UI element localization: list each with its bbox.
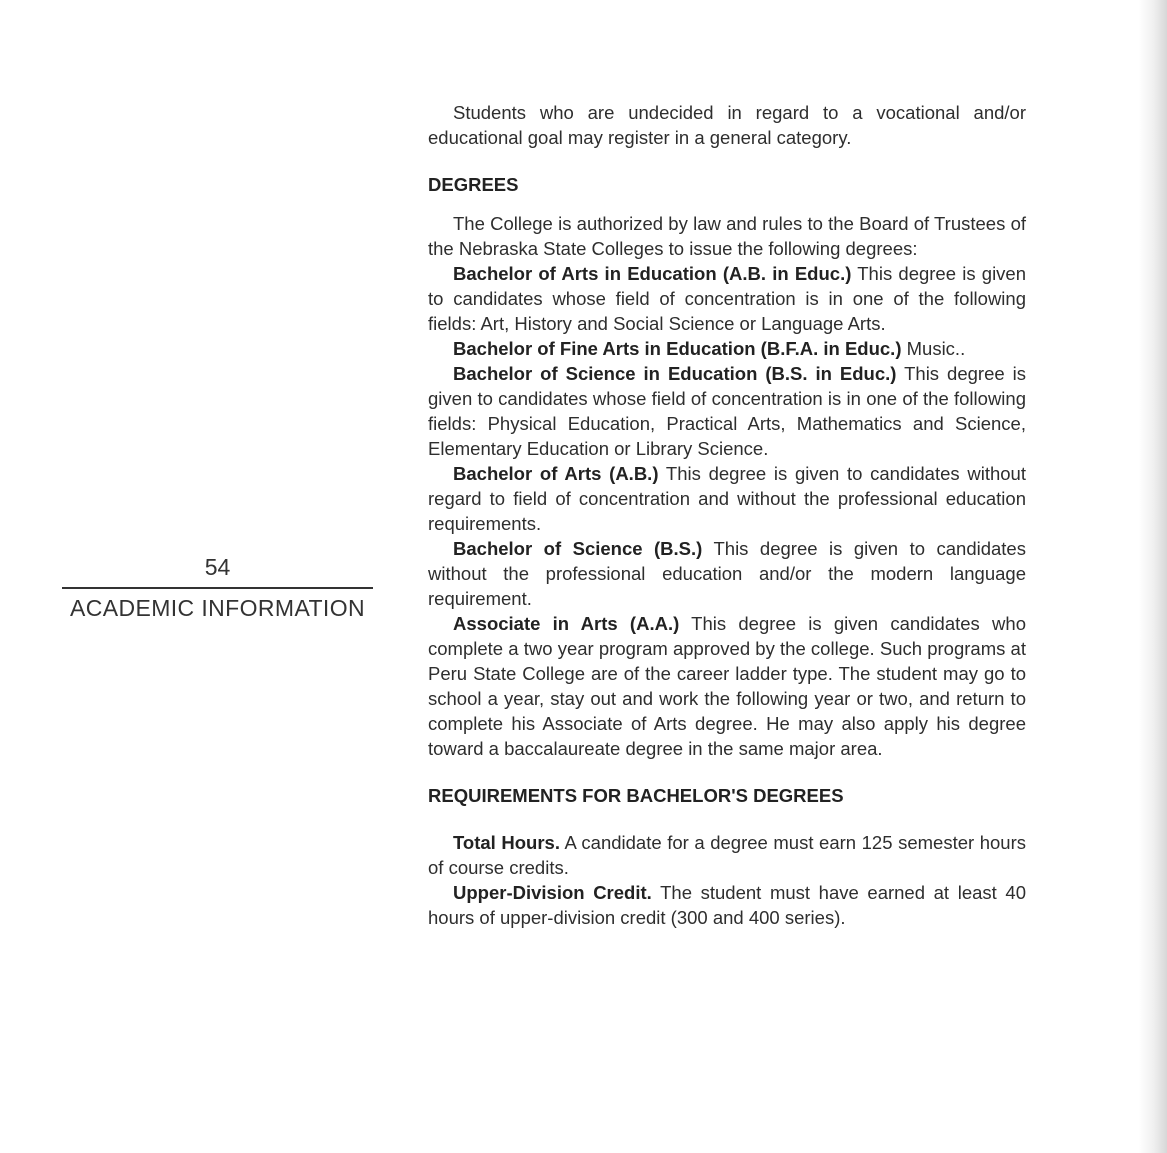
degree-description: This degree is given to candidates whose field of concentration is in one of the following fields: Art, History and Social Science or Language Arts. [428, 263, 1027, 334]
page-number: 54 [204, 554, 231, 580]
degree-bfa-educ [428, 336, 1026, 361]
requirement-term: Total Hours. [453, 832, 560, 853]
sidebar [62, 552, 373, 622]
requirement-description: The student must have earned at least 40 hours of upper-division credit (300 and 400 series). [428, 882, 1026, 928]
degree-ab [428, 461, 1026, 536]
degree-bs [428, 536, 1026, 611]
degree-description: This degree is given to candidates whose field of concentration is in one of the following fields: Physical Education, Practical Arts, Mathematics and Science, Elementary Education or Library Science. [428, 363, 1026, 459]
degrees-heading: DEGREES [428, 174, 519, 195]
degree-ab-educ [428, 261, 1026, 336]
degree-description: Music.. [906, 338, 966, 359]
degree-description: This degree is given to candidates without regard to field of concentration and without the professional education requirements. [428, 463, 1026, 534]
degrees-intro: The College is authorized by law and rules to the Board of Trustees of the Nebraska State Colleges to issue the following degrees: [428, 213, 1026, 259]
requirement-total-hours [428, 830, 1026, 880]
requirement-upper-division [428, 880, 1026, 930]
degree-term: Bachelor of Science in Education (B.S. in Educ.) [453, 363, 897, 384]
requirements-heading: REQUIREMENTS FOR BACHELOR'S DEGREES [428, 785, 844, 806]
degree-term: Bachelor of Fine Arts in Education (B.F.A. in Educ.) [453, 338, 902, 359]
section-label: ACADEMIC INFORMATION [69, 595, 366, 621]
page-edge-shadow [1139, 0, 1167, 1153]
degree-term: Bachelor of Arts in Education (A.B. in Educ.) [453, 263, 852, 284]
requirement-description: A candidate for a degree must earn 125 semester hours of course credits. [428, 832, 1026, 878]
degree-aa [428, 611, 1026, 761]
intro-paragraph: Students who are undecided in regard to a vocational and/or educational goal may register in a general category. [428, 102, 1026, 148]
degree-bs-educ [428, 361, 1026, 461]
degree-term: Bachelor of Arts (A.B.) [453, 463, 659, 484]
main-text [428, 100, 1026, 930]
degree-term: Bachelor of Science (B.S.) [453, 538, 703, 559]
sidebar-divider [62, 587, 373, 589]
degree-description: This degree is given to candidates without the professional education and/or the modern language requirement. [428, 538, 1026, 609]
degree-description: This degree is given candidates who complete a two year program approved by the college. Such programs at Peru State College are of the career ladder type. The student may go to school a year, stay out and work the following year or two, and return to complete his Associate of Arts degree. He may also apply his degree toward a baccalaureate degree in the same major area. [428, 613, 1026, 759]
requirement-term: Upper-Division Credit. [453, 882, 652, 903]
degree-term: Associate in Arts (A.A.) [453, 613, 680, 634]
